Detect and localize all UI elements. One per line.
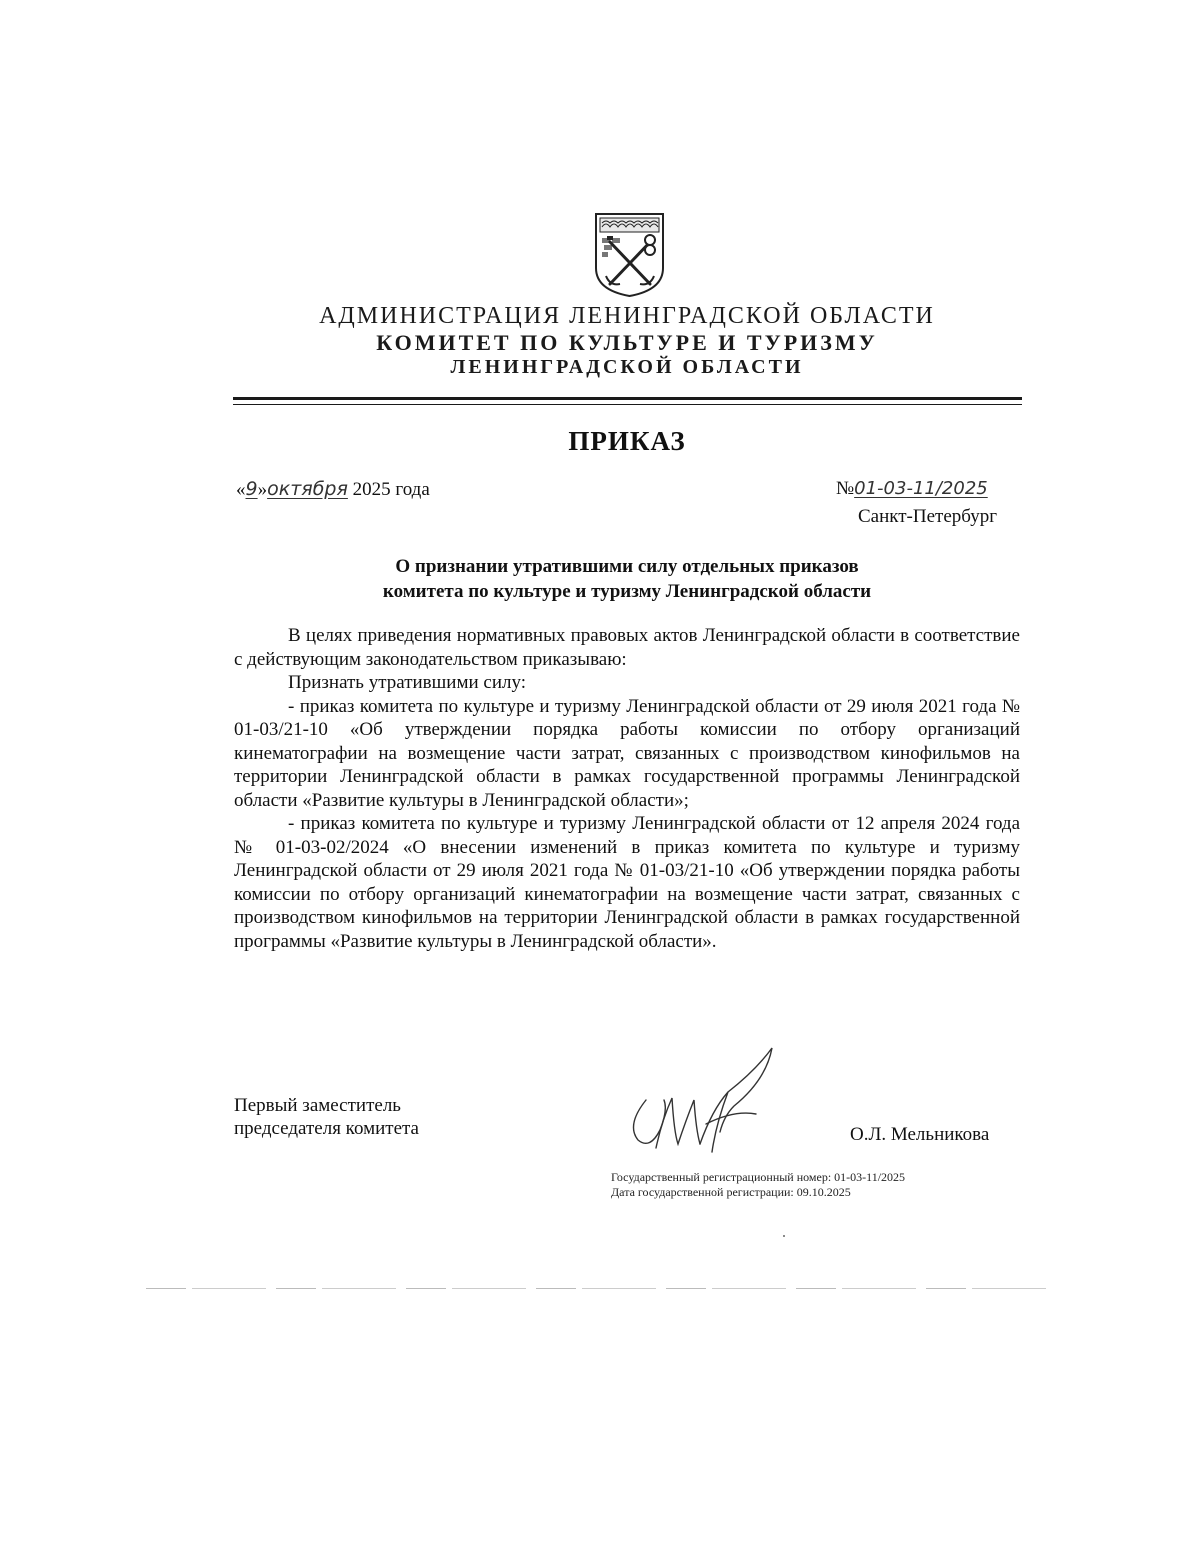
committee-name-line2: ЛЕНИНГРАДСКОЙ ОБЛАСТИ [450, 356, 804, 378]
committee-name-line1: КОМИТЕТ ПО КУЛЬТУРЕ И ТУРИЗМУ [376, 330, 878, 355]
registration-date: Дата государственной регистрации: 09.10.2025 [611, 1185, 851, 1199]
body-paragraph-decision: Признать утратившими силу: [288, 672, 526, 693]
number-prefix: № [836, 478, 855, 499]
date-month: октября [267, 478, 348, 500]
header-divider-thin [233, 404, 1022, 405]
handwritten-signature [616, 1040, 786, 1160]
body-paragraph-item-2: - приказ комитета по культуре и туризму Ленинградской области от 12 апреля 2024 года № 01-03-02/2024 «О внесении изменений в приказ комитета по культуре и туризму Ленинградской области от 29 июля 2021 года № 01-03/21-10 «Об утверждении порядка работы комиссии по отбору организаций кинематографии на возмещение части затрат, связанных с производством кинофильмов на территории Ленинградской области в рамках государственной программы «Развитие культуры в Ленинградской области». [234, 813, 1020, 952]
body-paragraph-item-1: - приказ комитета по культуре и туризму Ленинградской области от 29 июля 2021 года № 01-03/21-10 «Об утверждении порядка работы комиссии по отбору организаций кинематографии на возмещение части затрат, связанных с производством кинофильмов на территории Ленинградской области в рамках государственной программы Ленинградской области «Развитие культуры в Ленинградской области»; [234, 695, 1020, 811]
subject-line2: комитета по культуре и туризму Ленинградской области [382, 581, 872, 602]
document-title: ПРИКАЗ [568, 426, 686, 456]
subject-line1: О признании утратившими силу отдельных приказов [395, 556, 859, 577]
registration-number: Государственный регистрационный номер: 01-03-11/2025 [611, 1170, 906, 1184]
document-body [234, 624, 1020, 953]
document-date [236, 478, 430, 501]
coat-of-arms-emblem [592, 210, 667, 298]
document-city: Санкт-Петербург [858, 506, 998, 527]
date-close-quote: » [257, 479, 268, 500]
registration-stamp [611, 1170, 905, 1200]
scan-speck [783, 1235, 785, 1237]
body-paragraph-intro: В целях приведения нормативных правовых актов Ленинградской области в соответствие с действующим законодательством приказываю: [234, 625, 1020, 670]
signer-name: О.Л. Мельникова [850, 1124, 990, 1145]
document-number [836, 478, 988, 500]
date-day: 9 [245, 478, 258, 500]
header-divider-thick [233, 397, 1022, 400]
signer-position-line2: председателя комитета [234, 1118, 419, 1139]
signer-position [234, 1094, 419, 1140]
organization-name: АДМИНИСТРАЦИЯ ЛЕНИНГРАДСКОЙ ОБЛАСТИ [319, 303, 935, 329]
date-year: 2025 года [352, 479, 430, 500]
number-value: 01-03-11/2025 [854, 478, 988, 499]
signer-position-line1: Первый заместитель [234, 1095, 401, 1116]
date-open-quote: « [236, 479, 246, 500]
scan-footer-line [146, 1288, 1054, 1289]
